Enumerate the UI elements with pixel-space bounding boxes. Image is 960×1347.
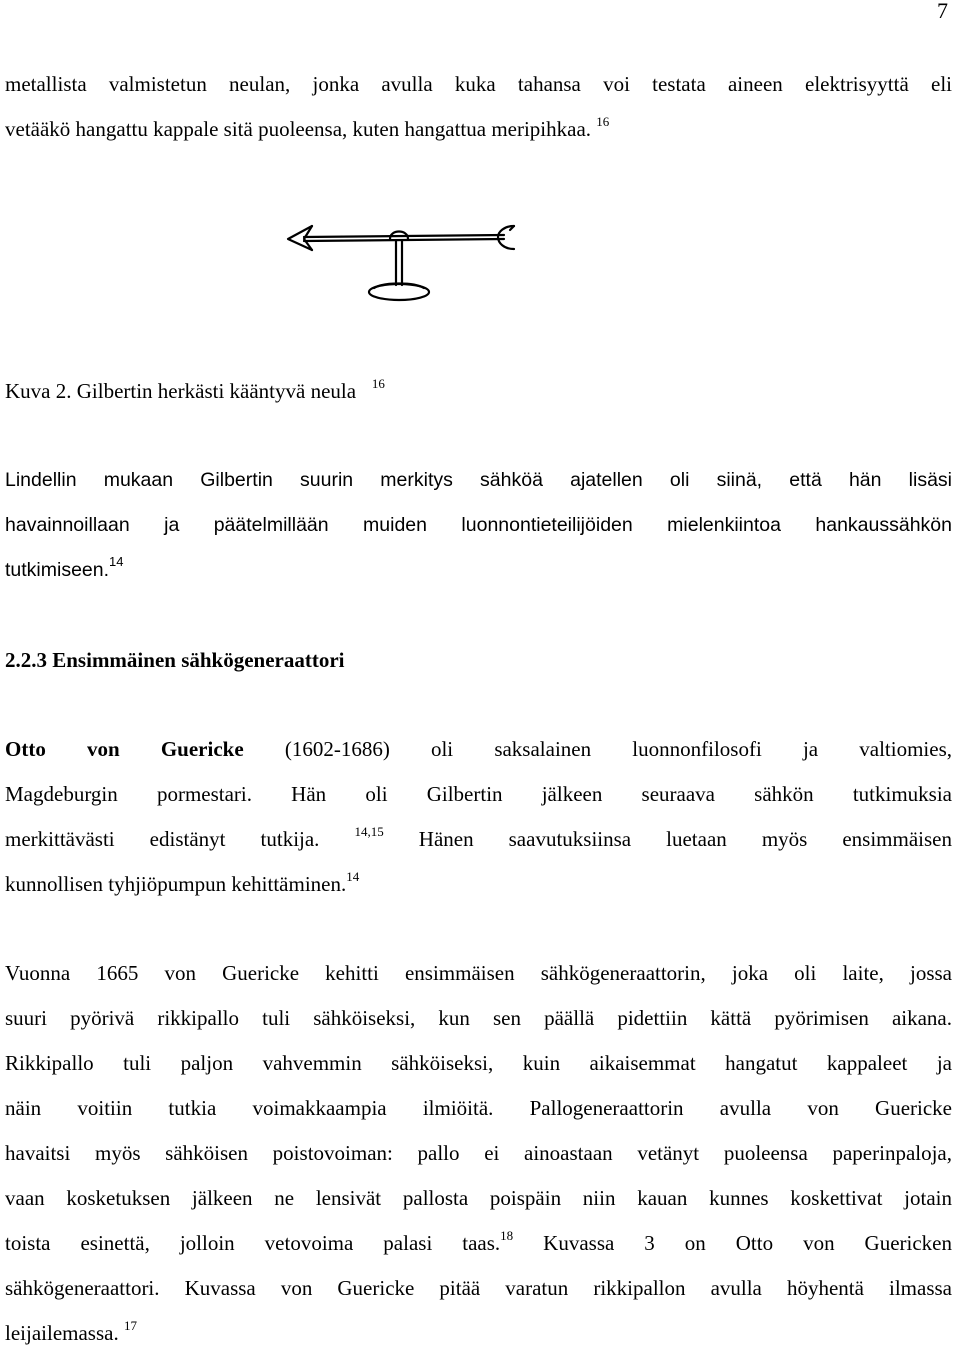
para2-line2: havainnoillaan ja päätelmillään muiden luonnontieteilijöiden mielenkiintoa hankaussähkön — [5, 514, 952, 536]
footnote-ref: 16 — [371, 376, 385, 391]
para1-line1: metallista valmistetun neulan, jonka avulla kuka tahansa voi testata aineen elektrisyyttä eli — [5, 72, 952, 96]
footnote-ref: 16 — [596, 114, 610, 129]
para4-line3: Rikkipallo tuli paljon vahvemmin sähköiseksi, kuin aikaisemmat hangatut kappaleet ja — [5, 1051, 952, 1075]
footnote-ref: 14 — [346, 869, 360, 884]
footnote-ref: 14,15 — [354, 824, 384, 839]
section-heading: 2.2.3 Ensimmäinen sähkögeneraattori — [5, 648, 345, 672]
para4-line2: suuri pyörivä rikkipallo tuli sähköiseksi, kun sen päällä pidettiin kättä pyörimisen aikana. — [5, 1006, 952, 1030]
para3-line3: merkittävästi edistänyt tutkija. $^{14,15}$ Hänen saavutuksiinsa luetaan myös ensimmäisen — [5, 824, 953, 851]
para3-line4: kunnollisen tyhjiöpumpun kehittäminen.$^{14}$ — [5, 869, 360, 896]
para3-line2: Magdeburgin pormestari. Hän oli Gilbertin jälkeen seuraava sähkön tutkimuksia — [5, 782, 952, 806]
versorium-needle-icon — [282, 212, 522, 312]
page-number: 7 — [937, 0, 948, 23]
footnote-ref: 14 — [109, 554, 124, 569]
figure-caption: Kuva 2. Gilbertin herkästi kääntyvä neula $^{16}$ — [5, 376, 385, 403]
para4-line1: Vuonna 1665 von Guericke kehitti ensimmäisen sähkögeneraattorin, joka oli laite, jossa — [5, 961, 952, 985]
para4-line8: sähkögeneraattori. Kuvassa von Guericke pitää varatun rikkipallon avulla höyhentä ilmassa — [5, 1276, 952, 1300]
para4-line6: vaan kosketuksen jälkeen ne lensivät pallosta poispäin niin kauan kunnes koskettivat jotain — [5, 1186, 952, 1210]
para3-line1: Otto von Guericke (1602-1686) oli saksalainen luonnonfilosofi ja valtiomies, — [5, 737, 953, 761]
para4-line4: näin voitiin tutkia voimakkaampia ilmiöitä. Pallogeneraattorin avulla von Guericke — [5, 1096, 952, 1120]
para2-line3: tutkimiseen.$^{14}$ — [5, 554, 124, 581]
para4-line9: leijailemassa. $^{17}$ — [5, 1318, 137, 1345]
para4-line7: toista esinettä, jolloin vetovoima palasi taas.$^{18}$ Kuvassa 3 on Otto von Guericken — [5, 1228, 953, 1255]
para2-line1: Lindellin mukaan Gilbertin suurin merkitys sähköä ajatellen oli siinä, että hän lisäsi — [5, 469, 952, 491]
footnote-ref: 17 — [123, 1318, 137, 1333]
para4-line5: havaitsi myös sähköisen poistovoiman: pallo ei ainoastaan vetänyt puoleensa paperinpaloja, — [5, 1141, 952, 1165]
para1-line2: vetääkö hangattu kappale sitä puoleensa, kuten hangattua meripihkaa. $^{16}$ — [5, 114, 610, 141]
footnote-ref: 18 — [500, 1228, 514, 1243]
